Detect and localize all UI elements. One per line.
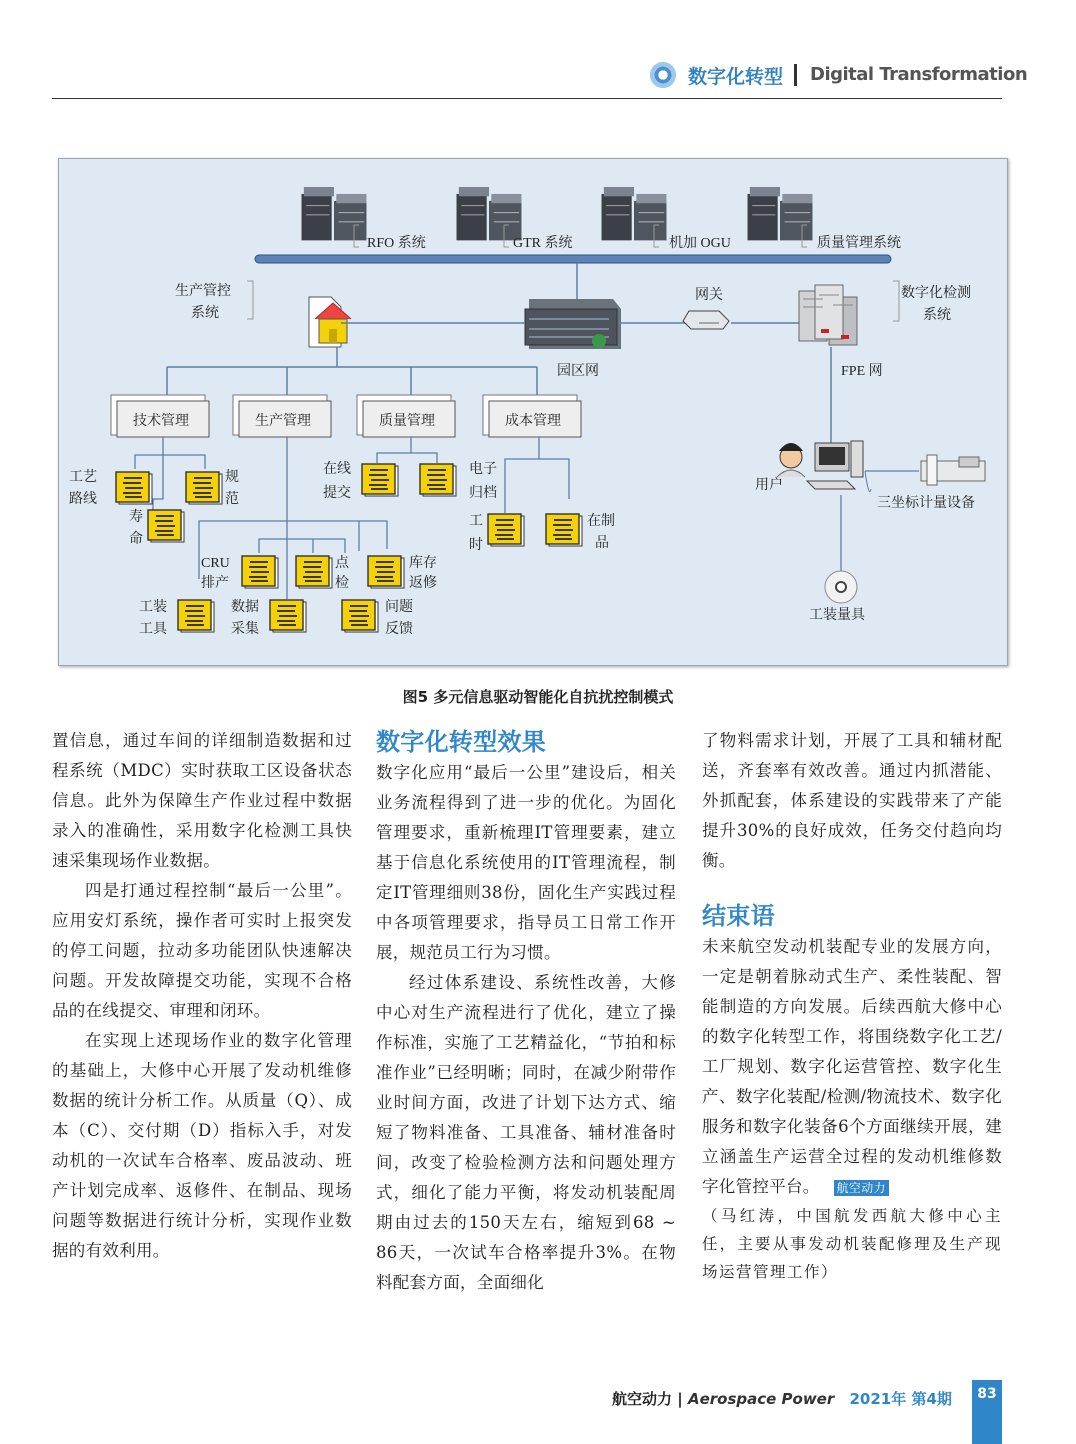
issue-label: 2021年 第4期 bbox=[849, 1390, 952, 1408]
svg-text:质量管理: 质量管理 bbox=[379, 414, 435, 429]
gauge-icon bbox=[825, 571, 857, 603]
doc-icon-issue bbox=[342, 600, 378, 632]
box-tech-mgmt bbox=[111, 395, 209, 437]
label-gtr: GTR 系统 bbox=[513, 236, 573, 251]
paragraph: 置信息，通过车间的详细制造数据和过程系统（MDC）实时获取工区设备状态信息。此外为保障生产作业过程中数据录入的准确性，采用数字化检测工具快速采集现场作业数据。 bbox=[52, 731, 352, 870]
label-wip-1: 在制 bbox=[587, 514, 615, 529]
label-rfo: RFO 系统 bbox=[367, 236, 426, 251]
column-middle bbox=[376, 726, 676, 1298]
journal-name-en: Aerospace Power bbox=[687, 1390, 835, 1408]
doc-icon-hour bbox=[488, 514, 524, 546]
doc-icon-data bbox=[270, 600, 306, 632]
section-heading-effects: 数字化转型效果 bbox=[376, 728, 547, 756]
doc-icon-online bbox=[362, 464, 398, 496]
label-user: 用户 bbox=[755, 478, 783, 493]
label-issue-1: 问题 bbox=[385, 600, 413, 615]
label-check-1: 点 bbox=[335, 556, 349, 571]
server-icon bbox=[602, 187, 667, 240]
label-hour-2: 时 bbox=[469, 538, 483, 553]
label-stock-2: 返修 bbox=[409, 576, 437, 591]
label-detect-2: 系统 bbox=[923, 308, 951, 323]
label-cmm: 三坐标计量设备 bbox=[877, 496, 975, 511]
label-tool-1: 工装 bbox=[139, 600, 167, 615]
page-number: 83 bbox=[977, 1386, 997, 1402]
label-archive-2: 归档 bbox=[469, 486, 497, 501]
column-left bbox=[52, 726, 352, 1266]
label-cru-1: CRU bbox=[201, 556, 230, 571]
server-icon bbox=[457, 187, 522, 240]
svg-text:成本管理: 成本管理 bbox=[505, 414, 561, 429]
label-gauge: 工装量具 bbox=[809, 608, 865, 623]
paragraph: 了物料需求计划，开展了工具和辅材配送，齐套率有效改善。通过内抓潜能、外抓配套，体系建设的实践带来了产能提升30%的良好成效，任务交付趋向均衡。 bbox=[702, 731, 1002, 870]
running-header bbox=[52, 56, 1028, 99]
label-issue-2: 反馈 bbox=[385, 622, 413, 637]
computer-icon bbox=[807, 441, 863, 489]
network-bus bbox=[255, 255, 891, 263]
label-quality-system: 质量管理系统 bbox=[817, 236, 901, 251]
journal-logo-icon bbox=[650, 62, 676, 88]
box-prod-mgmt bbox=[233, 395, 331, 437]
label-spec-2: 范 bbox=[225, 492, 239, 507]
label-life-2: 命 bbox=[129, 532, 143, 547]
label-check-2: 检 bbox=[335, 576, 349, 591]
journal-name-cn: 航空动力 bbox=[612, 1390, 673, 1408]
label-ogu: 机加 OGU bbox=[669, 236, 731, 251]
header-divider bbox=[794, 64, 797, 86]
footer-separator: | bbox=[677, 1390, 683, 1408]
label-data-1: 数据 bbox=[231, 600, 259, 615]
label-fpe-net: FPE 网 bbox=[841, 364, 883, 379]
label-prod-ctrl-1: 生产管控 bbox=[175, 284, 231, 299]
label-online-1: 在线 bbox=[323, 462, 351, 477]
label-archive-1: 电子 bbox=[469, 462, 497, 477]
box-qual-mgmt bbox=[357, 395, 455, 437]
house-icon bbox=[309, 297, 351, 347]
svg-text:技术管理: 技术管理 bbox=[133, 414, 189, 429]
figure-caption: 图5 多元信息驱动智能化自抗扰控制模式 bbox=[402, 688, 674, 706]
column-right bbox=[702, 726, 1002, 1286]
campus-server-icon bbox=[525, 299, 621, 349]
label-hour-1: 工 bbox=[469, 514, 483, 529]
doc-icon-cru bbox=[242, 556, 278, 588]
label-life-1: 寿 bbox=[129, 510, 143, 525]
doc-icon-wip bbox=[546, 514, 582, 546]
paragraph: 四是打通过程控制“最后一公里”。应用安灯系统，操作者可实时上报突发的停工问题，拉动多功能团队快速解决问题。开发故障提交功能，实现不合格品的在线提交、审理和闭环。 bbox=[52, 881, 352, 1020]
label-route-2: 路线 bbox=[69, 492, 97, 507]
box-cost-mgmt bbox=[483, 395, 581, 437]
label-prod-ctrl-2: 系统 bbox=[191, 306, 219, 321]
user-icon bbox=[777, 443, 805, 477]
gateway-icon bbox=[683, 311, 729, 329]
label-cru-2: 排产 bbox=[201, 576, 229, 591]
server-icon bbox=[302, 187, 367, 240]
section-title-cn: 数字化转型 bbox=[688, 66, 784, 88]
paragraph: 未来航空发动机装配专业的发展方向，一定是朝着脉动式生产、柔性装配、智能制造的方向发展。后续西航大修中心的数字化转型工作，将围绕数字化工艺/工厂规划、数字化运营管控、数字化生产、数字化装配/检测/物流技术、数字化服务和数字化装备6个方面继续开展，建立涵盖生产运营全过程的发动机维修数字化管控平台。 bbox=[702, 937, 1002, 1196]
label-campus-net: 园区网 bbox=[557, 364, 599, 379]
label-tool-2: 工具 bbox=[139, 622, 167, 637]
paragraph: 在实现上述现场作业的数字化管理的基础上，大修中心开展了发动机维修数据的统计分析工作。从质量（Q）、成本（C）、交付期（D）指标入手，对发动机的一次试车合格率、废品波动、班产计划完成率、返修件、在制品、现场问题等数据进行统计分析，实现作业数据的有效利用。 bbox=[52, 1031, 352, 1260]
label-route-1: 工艺 bbox=[69, 470, 97, 485]
svg-text:生产管理: 生产管理 bbox=[255, 414, 311, 429]
doc-icon-check bbox=[296, 556, 332, 588]
cmm-device-icon bbox=[921, 455, 985, 485]
paragraph: 数字化应用“最后一公里”建设后，相关业务流程得到了进一步的优化。为固化管理要求，重新梳理IT管理要素，建立基于信息化系统使用的IT管理流程，制定IT管理细则38份，固化生产实践过程中各项管理要求，指导员工日常工作开展，规范员工行为习惯。 bbox=[376, 763, 676, 962]
section-heading-conclusion: 结束语 bbox=[702, 902, 775, 930]
doc-icon-archive bbox=[420, 464, 456, 496]
page-number-box bbox=[972, 1380, 1002, 1444]
doc-icon-spec bbox=[186, 472, 222, 504]
fpe-server-icon bbox=[799, 285, 857, 345]
doc-icon-life bbox=[148, 510, 184, 542]
running-footer bbox=[612, 1388, 952, 1409]
label-gateway: 网关 bbox=[695, 288, 723, 303]
figure-5-diagram bbox=[58, 158, 1008, 666]
doc-icon-tool bbox=[178, 600, 214, 632]
section-title-en: Digital Transformation bbox=[810, 64, 1028, 85]
label-data-2: 采集 bbox=[231, 622, 259, 637]
label-detect-1: 数字化检测 bbox=[901, 286, 971, 301]
doc-icon-route bbox=[116, 472, 152, 504]
label-stock-1: 库存 bbox=[409, 556, 437, 571]
label-spec-1: 规 bbox=[225, 470, 239, 485]
doc-icon-stock bbox=[368, 556, 404, 588]
label-wip-2: 品 bbox=[595, 536, 609, 551]
label-online-2: 提交 bbox=[323, 486, 351, 501]
server-icon bbox=[748, 187, 813, 240]
author-note: （马红涛，中国航发西航大修中心主任，主要从事发动机装配修理及生产现场运营管理工作） bbox=[702, 1207, 1002, 1281]
paragraph: 经过体系建设、系统性改善，大修中心对生产流程进行了优化，建立了操作标准，实施了工艺精益化，“节拍和标准作业”已经明晰；同时，在减少附带作业时间方面，改进了计划下达方式、缩短了物料准备、工具准备、辅材准备时间，改变了检验检测方法和问题处理方式，细化了能力平衡，将发动机装配周期由过去的150天左右，缩短到68 ~ 86天，一次试车合格率提升3%。在物料配套方面，全面细化 bbox=[376, 973, 676, 1292]
journal-badge: 航空动力 bbox=[834, 1180, 889, 1196]
